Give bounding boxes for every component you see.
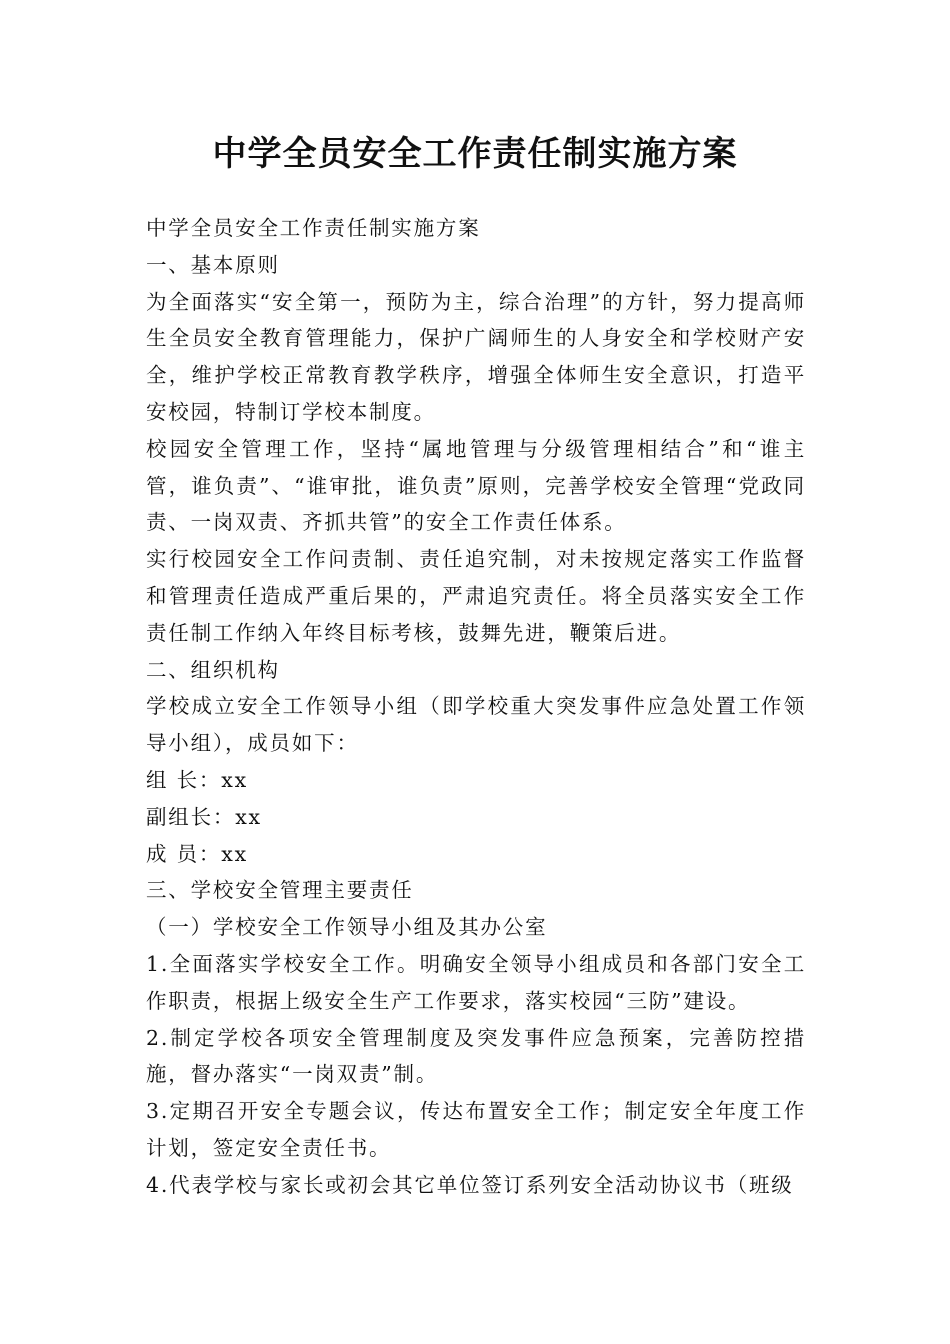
paragraph: 为全面落实“安全第一，预防为主，综合治理”的方针，努力提高师生全员安全教育管理能力，保护广阔师生的人身安全和学校财产安全，维护学校正常教育教学秩序，增强全体师生安全意识，打造平安校园，特制订学校本制度。 bbox=[146, 289, 806, 424]
paragraph: 学校成立安全工作领导小组（即学校重大突发事件应急处置工作领导小组），成员如下： bbox=[146, 694, 806, 756]
section-heading-basic-principles: 一、基本原则 bbox=[146, 252, 280, 277]
paragraph: 实行校园安全工作问责制、责任追究制，对未按规定落实工作监督和管理责任造成严重后果的，严肃追究责任。将全员落实安全工作责任制工作纳入年终目标考核，鼓舞先进，鞭策后进。 bbox=[146, 547, 806, 645]
paragraph: 校园安全管理工作，坚持“属地管理与分级管理相结合”和“谁主管，谁负责”、“谁审批，谁负责”原则，完善学校安全管理“党政同责、一岗双责、齐抓共管”的安全工作责任体系。 bbox=[146, 436, 806, 535]
document-title: 中学全员安全工作责任制实施方案 bbox=[212, 134, 738, 174]
member-members: 成 员：xx bbox=[146, 841, 248, 866]
list-item: 2.制定学校各项安全管理制度及突发事件应急预案，完善防控措施，督办落实“一岗双责”制。 bbox=[146, 1025, 806, 1087]
subsection-heading: （一）学校安全工作领导小组及其办公室 bbox=[146, 915, 548, 940]
list-item: 3.定期召开安全专题会议，传达布置安全工作；制定安全年度工作计划，签定安全责任书。 bbox=[146, 1099, 806, 1160]
member-deputy-leader: 副组长：xx bbox=[146, 804, 262, 829]
document-body bbox=[146, 210, 806, 1204]
list-item: 1.全面落实学校安全工作。明确安全领导小组成员和各部门安全工作职责，根据上级安全生产工作要求，落实校园“三防”建设。 bbox=[146, 951, 806, 1013]
list-item: 4.代表学校与家长或初会其它单位签订系列安全活动协议书（班级 bbox=[146, 1172, 794, 1197]
member-leader: 组 长：xx bbox=[146, 767, 248, 792]
section-heading-organization: 二、组织机构 bbox=[146, 657, 280, 682]
subtitle-line: 中学全员安全工作责任制实施方案 bbox=[146, 216, 481, 240]
section-heading-responsibilities: 三、学校安全管理主要责任 bbox=[146, 878, 414, 903]
